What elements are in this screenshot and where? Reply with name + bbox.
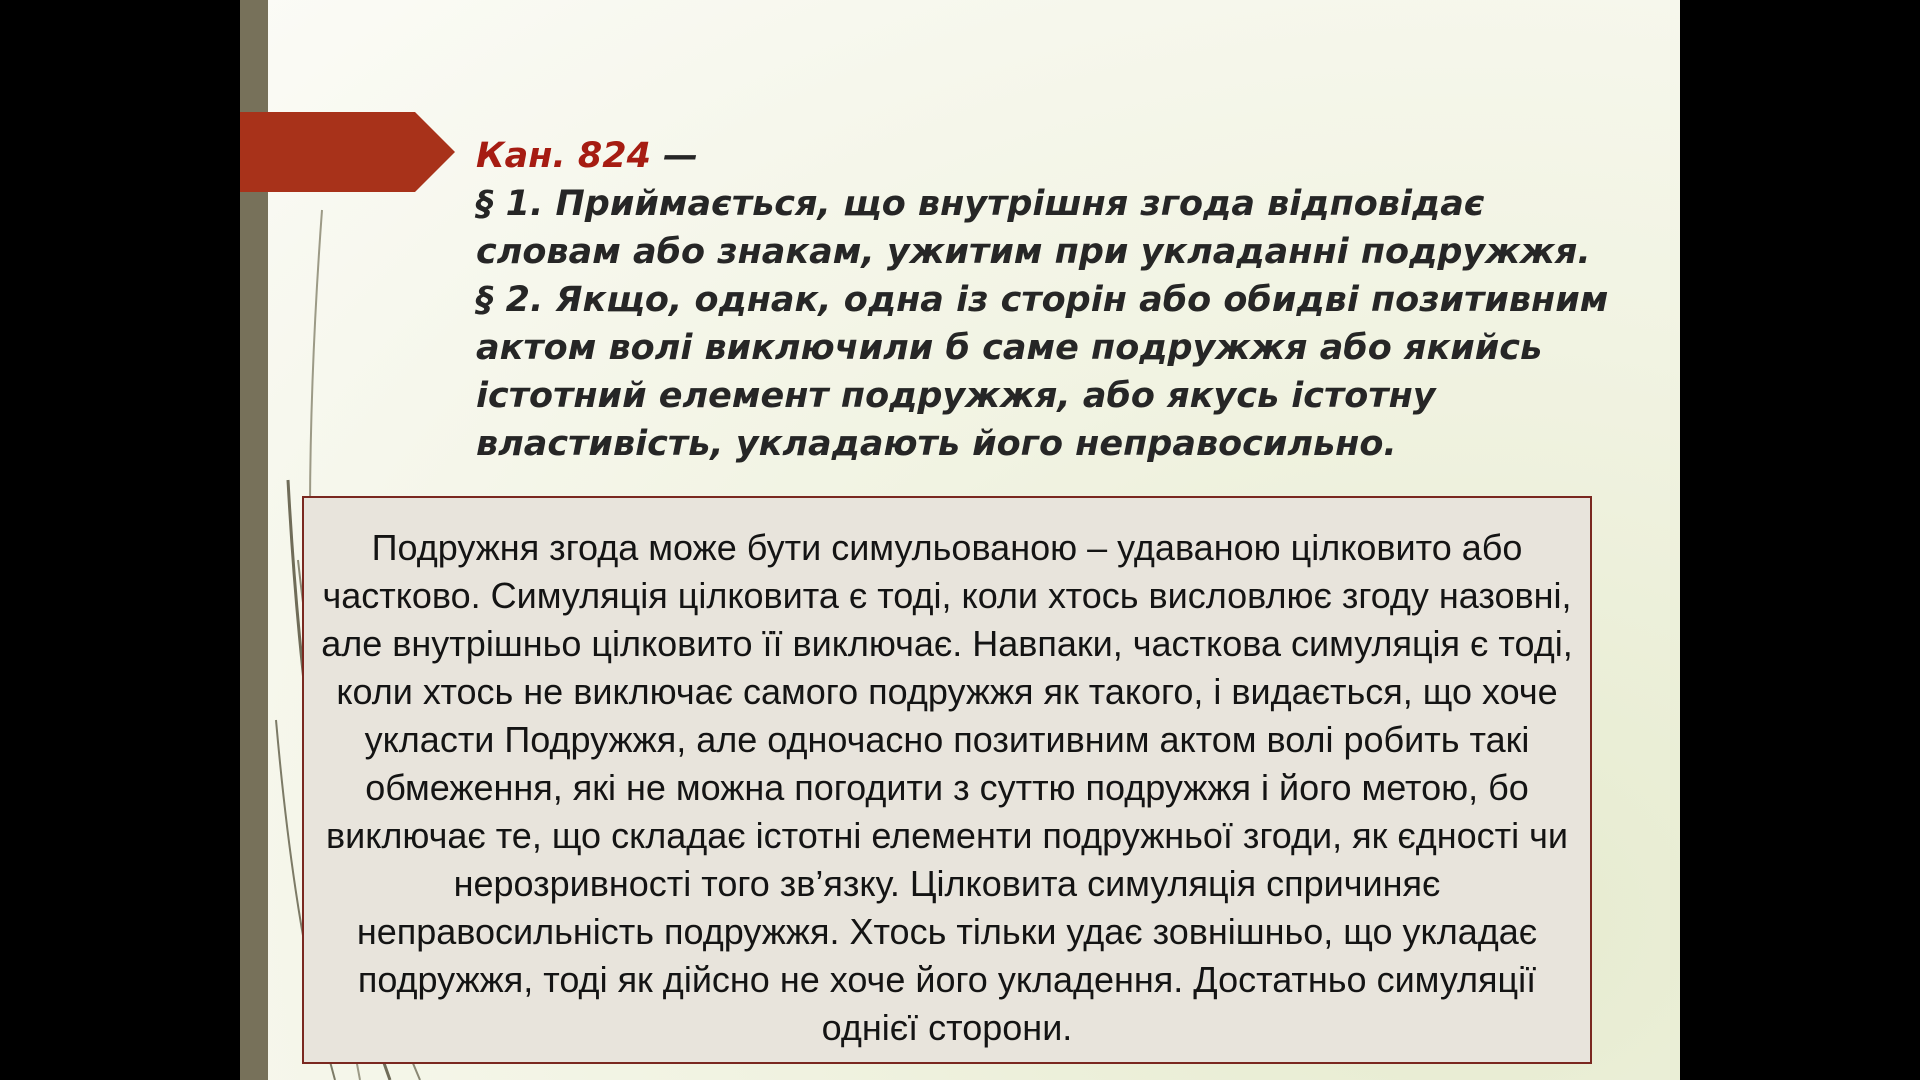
commentary-box	[302, 496, 1592, 1064]
canon-text-block	[476, 132, 1626, 468]
commentary-text: Подружня згода може бути симульованою – удаваною цілковито або частково. Симуляція цілковита є тоді, коли хтось висловлює згоду назовні, але внутрішньо цілковито її виключає. Навпаки, часткова симуляція є тоді, коли хтось не виключає самого подружжя як такого, і видається, що хоче укласти Подружжя, але одночасно позитивним актом волі робить такі обмеження, які не можна погодити з суттю подружжя і його метою, бо виключає те, що складає істотні елементи подружньої згоди, як єдності чи нерозривності того зв’язку. Цілковита симуляція спричиняє неправосильність подружжя. Хтось тільки удає зовнішньо, що укладає подружжя, тоді як дійсно не хоче його укладення. Достатньо симуляції однієї сторони.	[321, 527, 1573, 1048]
canon-paragraph-2: § 2. Якщо, однак, одна із сторін або обидві позитивним актом волі виключили б саме подружжя або якийсь істотний елемент подружжя, або якусь істотну властивість, укладають його неправосильно.	[476, 280, 1609, 464]
arrow-shape	[240, 112, 455, 192]
canon-paragraph-1: § 1. Приймається, що внутрішня згода відповідає словам або знакам, ужитим при укладанні подружжя.	[476, 184, 1591, 272]
slide	[240, 0, 1680, 1080]
canon-dash: —	[650, 136, 699, 176]
canon-reference: Кан. 824	[476, 136, 651, 176]
canon-heading	[476, 132, 1626, 180]
